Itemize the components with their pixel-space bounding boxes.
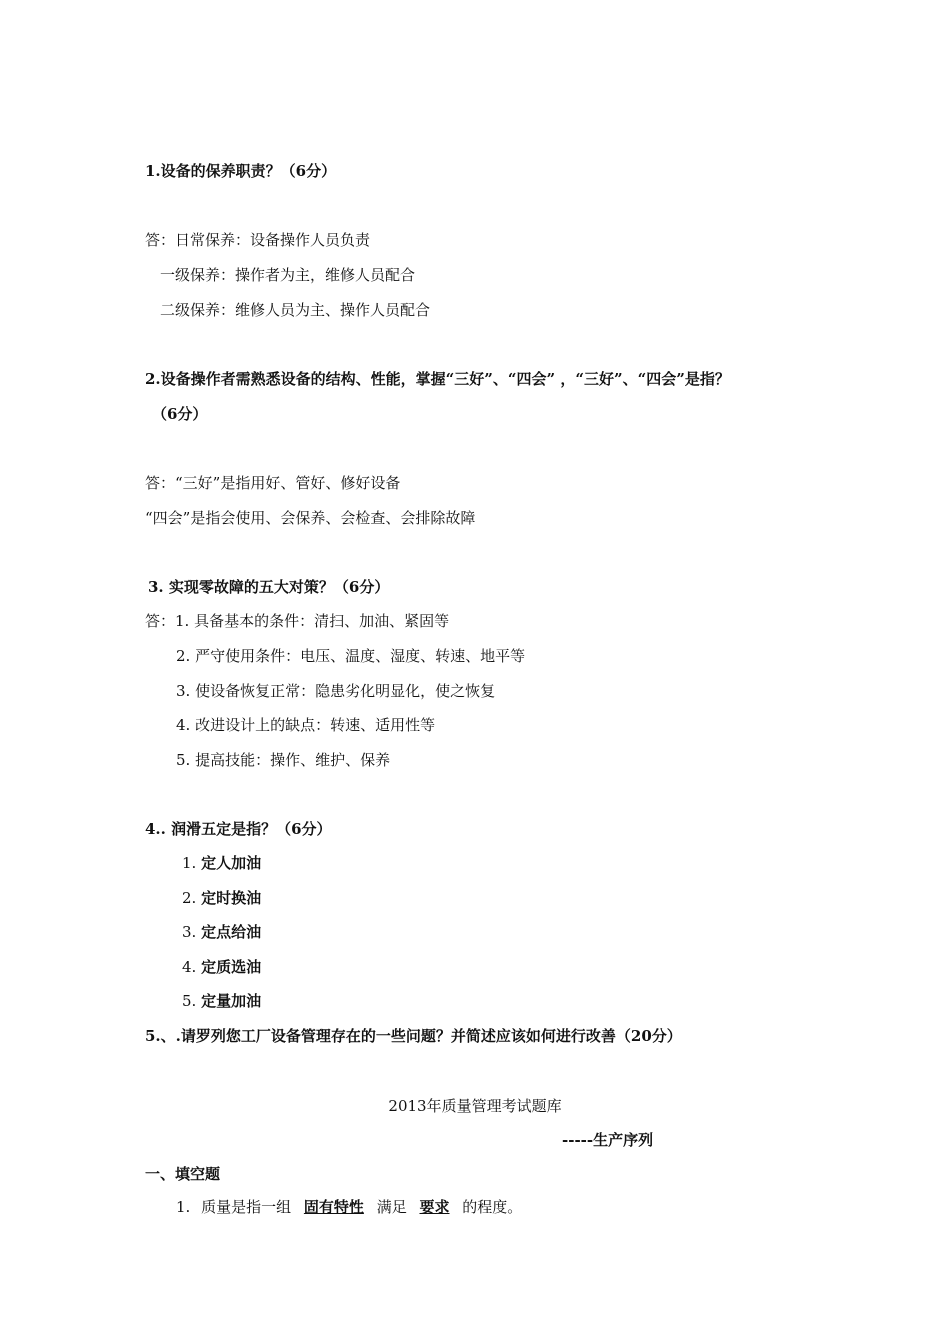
q4-item-text: 定人加油 <box>201 854 262 872</box>
q4-item-number: 3. <box>182 923 197 941</box>
q4-item-number: 4. <box>182 958 197 976</box>
q4-list-item <box>182 922 261 942</box>
item-text-c: 的程度。 <box>462 1198 523 1216</box>
q4-list-item <box>182 957 261 977</box>
exam-title: 2013年质量管理考试题库 <box>388 1097 562 1115</box>
q4-list-item <box>182 991 261 1011</box>
q3-answer-line-1: 答：1. 具备基本的条件：清扫、加油、紧固等 <box>145 612 450 630</box>
item-number: 1. <box>176 1198 191 1216</box>
q1-answer-line-1: 答：日常保养：设备操作人员负责 <box>145 231 371 249</box>
q4-list-item <box>182 853 261 873</box>
q4-title: 4.. 润滑五定是指？（6分） <box>145 820 332 838</box>
q4-item-number: 5. <box>182 992 197 1010</box>
q4-item-number: 2. <box>182 889 197 907</box>
answer-blank-1: 固有特性 <box>303 1198 364 1216</box>
q2-title-line-1: 2.设备操作者需熟悉设备的结构、性能，掌握“三好”、“四会” ，“三好”、“四会”是指？ <box>145 370 730 388</box>
q3-answer-line-3: 3. 使设备恢复正常：隐患劣化明显化，使之恢复 <box>176 682 496 700</box>
q4-item-text: 定质选油 <box>201 958 262 976</box>
q1-title: 1.设备的保养职责？（6分） <box>145 162 337 180</box>
item-text-b: 满足 <box>376 1198 407 1216</box>
q4-item-text: 定量加油 <box>201 992 262 1010</box>
q4-list-item <box>182 888 261 908</box>
answer-blank-2: 要求 <box>419 1198 450 1216</box>
q4-item-text: 定时换油 <box>201 889 262 907</box>
q5-title: 5.、.请罗列您工厂设备管理存在的一些问题？并简述应该如何进行改善（20分） <box>145 1027 682 1045</box>
q2-answer-line-1: 答：“三好”是指用好、管好、修好设备 <box>145 474 401 492</box>
item-text-a: 质量是指一组 <box>201 1198 292 1216</box>
exam-subtitle: -----生产序列 <box>562 1131 654 1149</box>
section-heading: 一、填空题 <box>145 1165 221 1183</box>
q4-item-text: 定点给油 <box>201 923 262 941</box>
q2-answer-line-2: “四会”是指会使用、会保养、会检查、会排除故障 <box>145 509 476 527</box>
q3-answer-line-4: 4. 改进设计上的缺点：转速、适用性等 <box>176 716 436 734</box>
q1-answer-line-2: 一级保养：操作者为主，维修人员配合 <box>160 266 416 284</box>
q4-item-number: 1. <box>182 854 197 872</box>
q3-answer-line-5: 5. 提高技能：操作、维护、保养 <box>176 751 391 769</box>
fill-in-item-1 <box>176 1197 522 1217</box>
q1-answer-line-3: 二级保养：维修人员为主、操作人员配合 <box>160 301 431 319</box>
q3-answer-line-2: 2. 严守使用条件：电压、温度、湿度、转速、地平等 <box>176 647 526 665</box>
q2-title-line-2: （6分） <box>152 405 208 423</box>
q3-title: 3. 实现零故障的五大对策？（6分） <box>148 578 390 596</box>
